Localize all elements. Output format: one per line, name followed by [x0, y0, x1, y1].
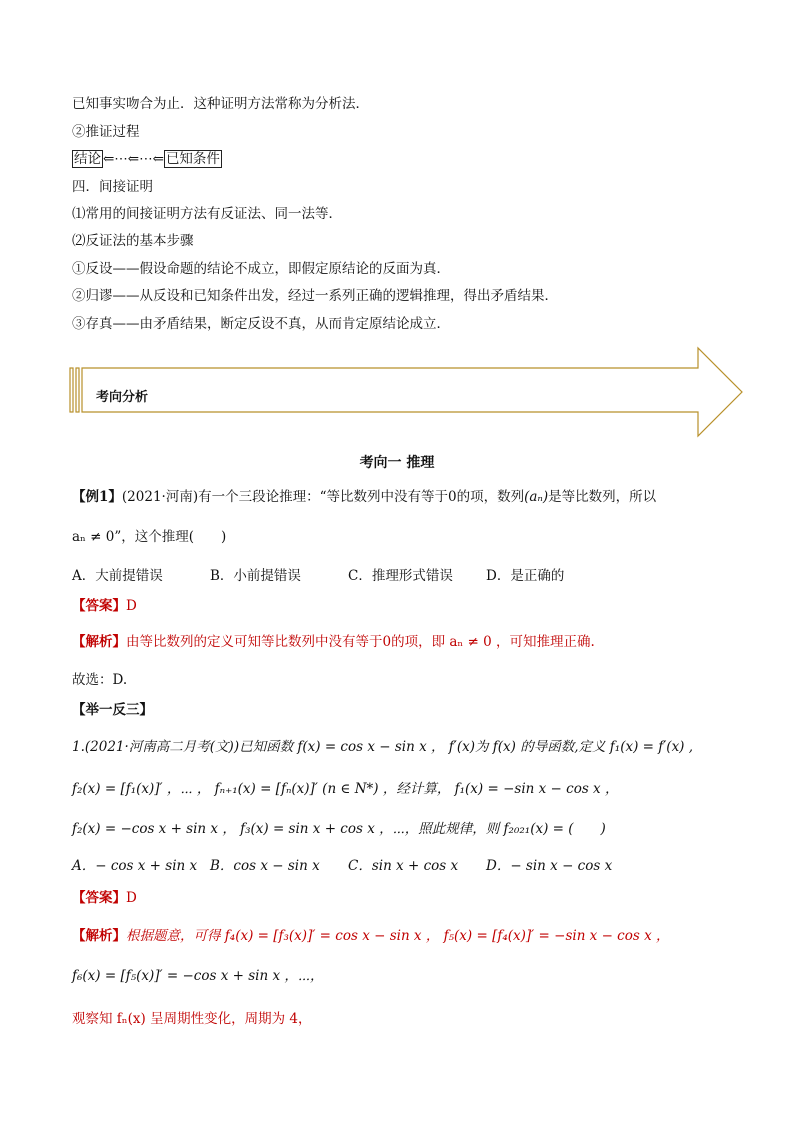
chain-end-box: 已知条件 — [165, 151, 220, 167]
analysis-line-1 — [72, 927, 670, 945]
option-a: A．大前提错误 — [72, 568, 163, 584]
answer-line — [72, 597, 137, 615]
text-line: ①反设——假设命题的结论不成立，即假定原结论的反面为真． — [72, 261, 450, 277]
section-heading: 四．间接证明 — [72, 179, 153, 195]
text-line: 已知事实吻合为止．这种证明方法常称为分析法． — [72, 96, 369, 112]
analysis-text: 根据题意，可得 f₄(x) = [f₃(x)]′ = cos x − sin x ， f₅(x) = [f₄(x)]′ = −sin x − cos x ， — [126, 928, 670, 944]
example-text: (2021·河南)有一个三段论推理：“等比数列中没有等于0的项，数列 — [121, 489, 525, 505]
analysis-label: 【解析】 — [72, 928, 126, 944]
answer-value: D — [126, 890, 137, 906]
example-1-line-2: aₙ ≠ 0”，这个推理( ) — [72, 529, 227, 545]
example-text: 是等比数列，所以 — [548, 489, 657, 505]
text-line: ②归谬——从反设和已知条件出发，经过一系列正确的逻辑推理，得出矛盾结果． — [72, 288, 558, 304]
sequence-symbol: (aₙ) — [524, 489, 549, 505]
option-b: B．小前提错误 — [210, 568, 301, 584]
option-d: D．是正确的 — [486, 568, 565, 584]
question-1-line-3: f₂(x) = −cos x + sin x ， f₃(x) = sin x + cos x ，⋯，照此规律，则 f₂₀₂₁(x) = ( ) — [72, 821, 606, 837]
text-line: ⑴常用的间接证明方法有反证法、同一法等． — [72, 206, 342, 222]
example-1-line-1 — [72, 488, 656, 506]
option-a: A．− cos x + sin x — [72, 858, 198, 874]
example-label: 【例1】 — [72, 489, 122, 505]
question-1-line-2: f₂(x) = [f₁(x)]′ ，⋯ ， fₙ₊₁(x) = [fₙ(x)]′ (n ∈ N*) ，经计算， f₁(x) = −sin x − cos x ， — [72, 781, 619, 797]
option-d: D．− sin x − cos x — [486, 858, 613, 874]
analysis-text: 由等比数列的定义可知等比数列中没有等于0的项，即 aₙ ≠ 0 ，可知推理正确. — [126, 634, 595, 650]
answer-label: 【答案】 — [72, 890, 126, 906]
answer-label: 【答案】 — [72, 598, 126, 614]
option-b: B．cos x − sin x — [210, 858, 320, 874]
text-line: ③存真——由矛盾结果，断定反设不真，从而肯定原结论成立． — [72, 316, 450, 332]
analysis-label: 【解析】 — [72, 634, 126, 650]
chain-start-box: 结论 — [74, 151, 101, 167]
drill-heading: 【举一反三】 — [72, 702, 153, 718]
chain-middle: ⇐⋯⇐⋯⇐ — [103, 151, 164, 167]
answer-line — [72, 889, 137, 907]
section-title: 考向一 推理 — [359, 455, 435, 471]
analysis-line — [72, 633, 595, 651]
analysis-line-2: f₆(x) = [f₅(x)]′ = −cos x + sin x ，⋯， — [72, 968, 324, 984]
answer-value: D — [126, 598, 137, 614]
proof-chain — [72, 150, 222, 168]
option-c: C．sin x + cos x — [348, 858, 459, 874]
text-line: ⑵反证法的基本步骤 — [72, 233, 194, 249]
text-line: ②推证过程 — [72, 124, 140, 140]
option-c: C．推理形式错误 — [348, 568, 453, 584]
analysis-line-3: 观察知 fₙ(x) 呈周期性变化，周期为 4， — [72, 1011, 312, 1027]
banner-arrow — [68, 346, 748, 438]
banner-label: 考向分析 — [96, 390, 149, 405]
choose-line: 故选：D. — [72, 672, 128, 688]
question-1-line-1: 1.(2021·河南高二月考(文))已知函数 f(x) = cos x − sin x ， f′(x)为 f(x) 的导函数,定义 f₁(x) = f′(x) , — [72, 739, 694, 755]
